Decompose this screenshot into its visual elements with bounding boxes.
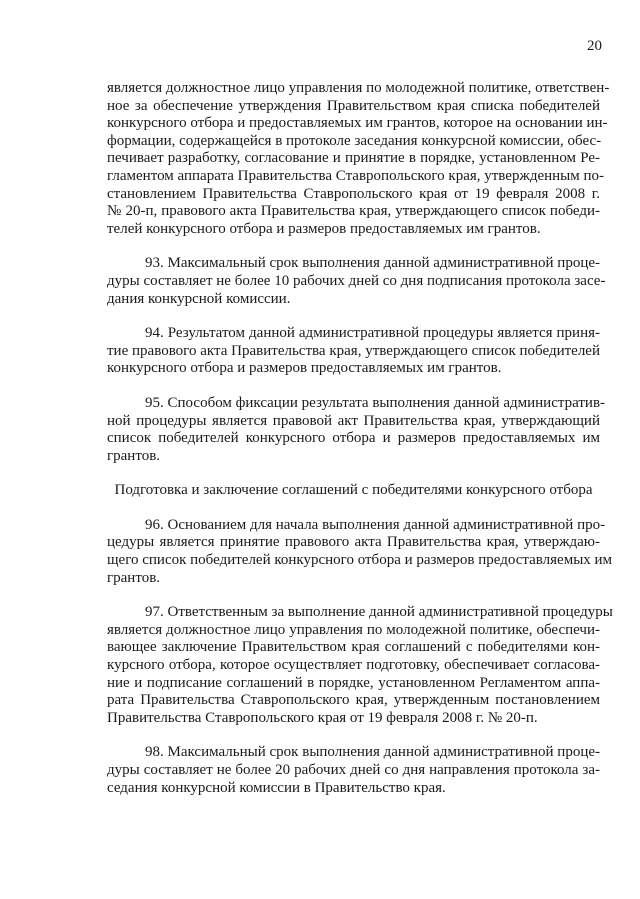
text-line: тие правового акта Правительства края, утверждающего список победителей xyxy=(107,342,600,359)
text-line: дуры составляет не более 10 рабочих дней со дня подписания протокола засе- xyxy=(107,272,606,289)
text-line: печивает разработку, согласование и принятие в порядке, установленном Ре- xyxy=(107,150,600,167)
paragraph-96 xyxy=(107,516,613,587)
paragraph-97 xyxy=(107,604,613,727)
text-line: формации, содержащейся в протоколе заседания конкурсной комиссии, обес- xyxy=(107,132,602,149)
text-line: 97. Ответственным за выполнение данной административной процедуры xyxy=(145,604,613,621)
text-line: 96. Основанием для начала выполнения данной административной про- xyxy=(145,516,606,533)
text-line: ной процедуры является правовой акт Правительства края, утверждающий xyxy=(107,412,600,429)
paragraph-93 xyxy=(107,255,606,308)
text-line: Правительства Ставропольского края от 19 февраля 2008 г. № 20-п. xyxy=(107,709,538,726)
text-line: 98. Максимальный срок выполнения данной административной проце- xyxy=(145,744,600,761)
text-line: является должностное лицо управления по молодежной политике, ответствен- xyxy=(107,80,610,96)
text-line: гламентом аппарата Правительства Ставропольского края, утвержденным по- xyxy=(107,167,605,184)
text-line: телей конкурсного отбора и размеров предоставляемых им грантов. xyxy=(107,220,541,237)
section-heading: Подготовка и заключение соглашений с победителями конкурсного отбора xyxy=(114,482,593,499)
paragraph-95 xyxy=(107,394,606,465)
text-line: рата Правительства Ставропольского края, утвержденным постановлением xyxy=(107,692,600,709)
text-line: курсного отбора, которое осуществляет подготовку, обеспечивает согласова- xyxy=(107,657,600,674)
paragraph-98 xyxy=(107,744,600,797)
text-line: 95. Способом фиксации результата выполнения данной административ- xyxy=(145,394,606,411)
text-line: ное за обеспечение утверждения Правительством края списка победителей xyxy=(107,97,600,114)
text-line: список победителей конкурсного отбора и размеров предоставляемых им xyxy=(107,430,600,447)
text-line: цедуры является принятие правового акта Правительства края, утверждаю- xyxy=(107,534,600,551)
text-line: конкурсного отбора и размеров предоставляемых им грантов. xyxy=(107,360,502,377)
text-line: щего список победителей конкурсного отбора и размеров предоставляемых им xyxy=(107,552,613,569)
text-line: становлением Правительства Ставропольского края от 19 февраля 2008 г. xyxy=(107,185,600,202)
paragraph-92-continuation xyxy=(107,80,610,238)
text-line: грантов. xyxy=(107,569,161,586)
document-body xyxy=(107,80,613,797)
text-line: вающее заключение Правительством края соглашений с победителями кон- xyxy=(107,639,600,656)
text-line: дуры составляет не более 20 рабочих дней со дня направления протокола за- xyxy=(107,762,600,778)
text-line: конкурсного отбора и предоставляемых им грантов, которое на основании ин- xyxy=(107,115,608,132)
text-line: 93. Максимальный срок выполнения данной административной проце- xyxy=(145,255,600,272)
text-line: № 20-п, правового акта Правительства края, утверждающего список победи- xyxy=(107,203,600,220)
text-line: 94. Результатом данной административной процедуры является приня- xyxy=(145,325,600,342)
text-line: является должностное лицо управления по молодежной политике, обеспечи- xyxy=(107,621,600,638)
paragraph-94 xyxy=(107,325,600,378)
text-line: дания конкурсной комиссии. xyxy=(107,290,291,307)
page-number: 20 xyxy=(587,38,602,54)
text-line: грантов. xyxy=(107,447,161,464)
text-line: седания конкурсной комиссии в Правительство края. xyxy=(107,779,446,796)
text-line: ние и подписание соглашений в порядке, установленном Регламентом аппа- xyxy=(107,674,600,691)
